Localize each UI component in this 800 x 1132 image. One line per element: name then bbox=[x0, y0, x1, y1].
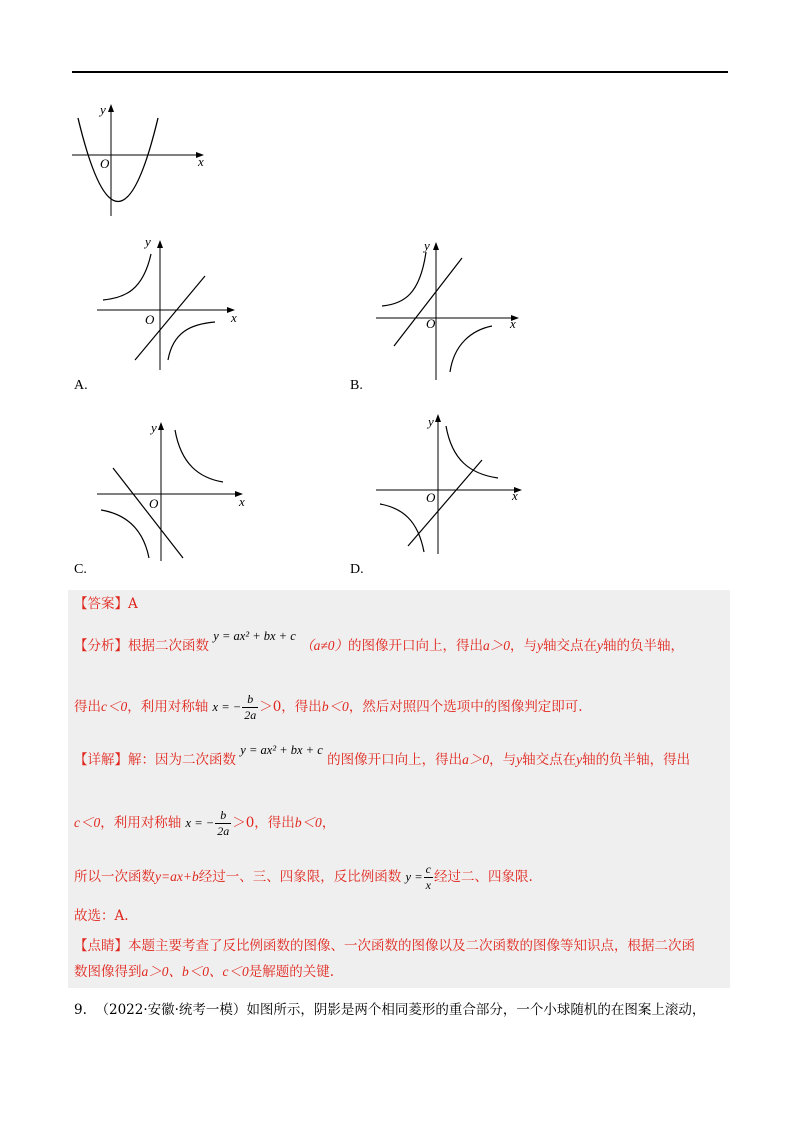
svg-text:O: O bbox=[426, 490, 436, 505]
option-a-graph bbox=[95, 232, 245, 372]
question-text: 如图所示，阴影是两个相同菱形的重合部分，一个小球随机的在图案上滚动， bbox=[246, 1002, 706, 1018]
detail-line-3: 所以一次函数y=ax+b经过一、三、四象限，反比例函数 y = $\frac{c}{x}$ 经过二、四象限. bbox=[74, 862, 533, 892]
detail-line-4: 故选：A. bbox=[74, 908, 129, 924]
svg-text:y: y bbox=[424, 238, 430, 253]
answer-value: A bbox=[128, 596, 138, 612]
svg-text:x: x bbox=[512, 488, 518, 503]
svg-text:O: O bbox=[149, 496, 159, 511]
svg-text:x: x bbox=[239, 494, 245, 509]
option-d-label: D. bbox=[350, 562, 364, 577]
axis-label-y: y bbox=[100, 102, 106, 117]
option-c-graph bbox=[95, 418, 250, 563]
quadratic-formula: y = ax² + bx + c bbox=[213, 629, 296, 643]
svg-text:O: O bbox=[426, 316, 436, 331]
svg-text:y: y bbox=[151, 420, 157, 435]
answer-line: 【答案】A bbox=[74, 596, 138, 612]
svg-text:x: x bbox=[510, 316, 516, 331]
svg-text:x: x bbox=[231, 310, 237, 325]
detail-line-1: 【详解】解：因为二次函数 y = ax² + bx + c 的图像开口向上，得出a＞0，与y轴交点在y轴的负半轴，得出 bbox=[74, 750, 690, 770]
svg-text:O: O bbox=[145, 312, 155, 327]
symmetry-lhs-2: x = − bbox=[185, 816, 215, 830]
option-c-label: C. bbox=[74, 562, 87, 577]
question-number: 9. bbox=[74, 1002, 87, 1018]
option-b-label: B. bbox=[350, 378, 363, 393]
header-rule bbox=[72, 71, 728, 73]
quadratic-formula-2: y = ax² + bx + c bbox=[240, 743, 323, 757]
question-source: （2022·安徽·统考一模） bbox=[95, 1002, 247, 1018]
symmetry-lhs: x = − bbox=[212, 700, 242, 714]
question-9 bbox=[74, 998, 705, 1018]
analysis-line-1: 【分析】根据二次函数 y = ax² + bx + c （a≠0）的图像开口向上，得出a＞0，与y轴交点在y轴的负半轴， bbox=[74, 636, 684, 656]
option-d-graph bbox=[374, 408, 529, 558]
option-b-graph bbox=[374, 236, 524, 386]
comment-line-1: 【点睛】本题主要考查了反比例函数的图像、一次函数的图像以及二次函数的图像等知识点，根据二次函 bbox=[74, 938, 695, 954]
symmetry-fraction: $\frac{b}{2a}$ bbox=[244, 692, 257, 722]
svg-text:y: y bbox=[145, 234, 151, 249]
symmetry-fraction-2: $\frac{b}{2a}$ bbox=[217, 808, 230, 838]
parabola-graph bbox=[70, 100, 210, 220]
origin-label: O bbox=[100, 156, 110, 171]
analysis-line-2: 得出c＜0，利用对称轴 x = − $\frac{b}{2a}$ ＞0，得出b＜0，然后对照四个选项中的图像判定即可. bbox=[74, 692, 583, 722]
inverse-lhs: y = bbox=[405, 870, 423, 884]
inverse-fraction: $\frac{c}{x}$ bbox=[425, 862, 431, 892]
comment-line-2: 数图像得到a＞0、b＜0、c＜0是解题的关键. bbox=[74, 964, 335, 980]
axis-label-x: x bbox=[198, 154, 204, 169]
option-a-label: A. bbox=[74, 378, 88, 393]
detail-line-2: c＜0，利用对称轴 x = − $\frac{b}{2a}$ ＞0，得出b＜0， bbox=[74, 808, 336, 838]
svg-text:y: y bbox=[428, 414, 434, 429]
